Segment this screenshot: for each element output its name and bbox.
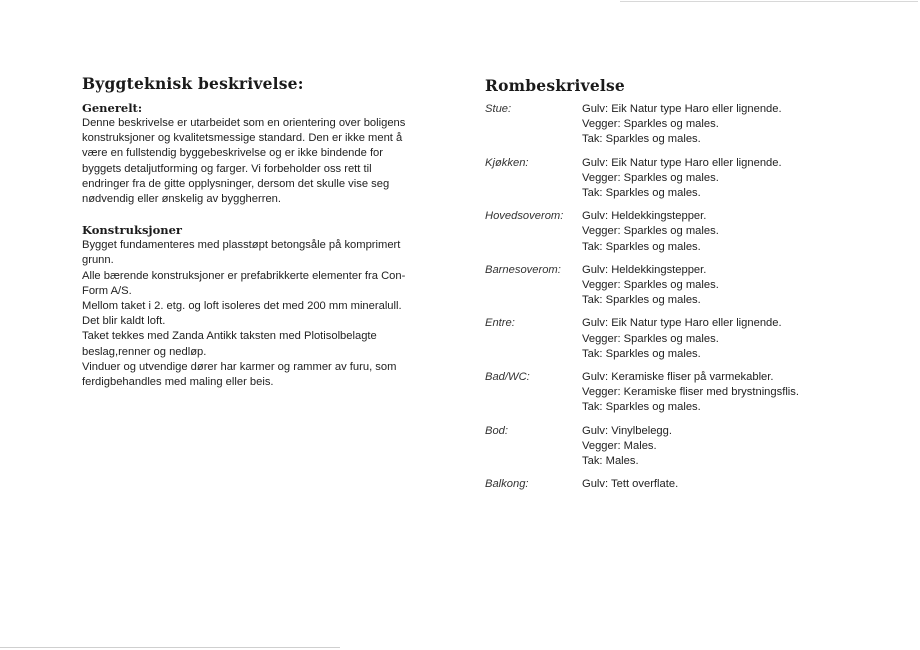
room-entry-bod <box>485 424 825 470</box>
text-line: beslag,renner og nedløp. <box>82 345 207 358</box>
room-spec-line: Tak: Sparkles og males. <box>582 133 701 146</box>
room-entry-kjokken <box>485 156 825 202</box>
room-spec-line: Vegger: Sparkles og males. <box>582 118 719 131</box>
room-entry-balkong <box>485 477 825 492</box>
construction-text <box>82 238 427 390</box>
room-entry-hovedsoverom <box>485 209 825 255</box>
building-description-column <box>82 74 427 390</box>
general-section <box>82 101 427 207</box>
room-spec-line: Tak: Sparkles og males. <box>582 347 701 360</box>
room-spec-line: Gulv: Vinylbelegg. <box>582 424 672 437</box>
room-name: Bad/WC: <box>485 371 530 384</box>
room-name: Balkong: <box>485 478 529 491</box>
room-spec-line: Gulv: Eik Natur type Haro eller lignende. <box>582 156 782 169</box>
text-line: Det blir kaldt loft. <box>82 315 166 328</box>
room-spec-line: Vegger: Keramiske fliser med brystningsflis. <box>582 386 799 399</box>
text-line: Denne beskrivelse er utarbeidet som en orientering over boligens <box>82 117 406 129</box>
room-specs <box>582 156 825 202</box>
text-line: konstruksjoner og kvalitetsmessige standard. Den er ikke ment å <box>82 132 403 145</box>
room-entry-barnesoverom <box>485 263 825 309</box>
room-name: Hovedsoverom: <box>485 210 564 223</box>
general-heading: Generelt: <box>82 101 143 115</box>
room-description-column <box>485 76 825 492</box>
text-line: ferdigbehandles med maling eller beis. <box>82 376 274 389</box>
room-name: Bod: <box>485 424 509 437</box>
room-spec-line: Gulv: Heldekkingstepper. <box>582 210 707 223</box>
text-line: byggets detaljutforming og farger. Vi forbeholder oss rett til <box>82 162 372 175</box>
text-line: Vinduer og utvendige dører har karmer og rammer av furu, som <box>82 360 397 373</box>
room-description-title: Rombeskrivelse <box>485 76 625 95</box>
construction-heading: Konstruksjoner <box>82 223 182 238</box>
text-line: endringer fra de gitte opplysninger, dersom det skulle vise seg <box>82 177 390 190</box>
room-specs <box>582 102 825 148</box>
room-spec-line: Tak: Sparkles og males. <box>582 187 701 200</box>
room-spec-line: Vegger: Males. <box>582 439 657 452</box>
text-line: Bygget fundamenteres med plasstøpt betongsåle på komprimert <box>82 239 401 252</box>
room-spec-line: Vegger: Sparkles og males. <box>582 332 719 345</box>
room-specs <box>582 424 825 470</box>
room-spec-line: Tak: Sparkles og males. <box>582 294 701 307</box>
room-spec-line: Tak: Sparkles og males. <box>582 240 701 253</box>
room-name: Entre: <box>485 317 515 330</box>
room-list <box>485 102 825 492</box>
scan-edge-top <box>620 1 918 2</box>
building-description-title: Byggteknisk beskrivelse: <box>82 74 304 93</box>
room-spec-line: Gulv: Tett overflate. <box>582 478 679 491</box>
room-name: Stue: <box>485 103 512 115</box>
room-specs <box>582 209 825 255</box>
room-spec-line: Gulv: Eik Natur type Haro eller lignende. <box>582 103 782 115</box>
room-spec-line: Gulv: Keramiske fliser på varmekabler. <box>582 371 774 384</box>
room-spec-line: Tak: Males. <box>582 455 639 468</box>
room-entry-bad-wc <box>485 370 825 416</box>
text-line: Taket tekkes med Zanda Antikk taksten med Plotisolbelagte <box>82 330 377 343</box>
construction-section <box>82 223 427 390</box>
room-specs <box>582 370 825 416</box>
text-line: være en fullstendig byggebeskrivelse og er ikke bindende for <box>82 147 383 160</box>
room-entry-stue <box>485 102 825 148</box>
text-line: nødvendig eller ønskelig av byggherren. <box>82 193 281 206</box>
room-specs <box>582 263 825 309</box>
text-line: Mellom taket i 2. etg. og loft isoleres det med 200 mm mineralull. <box>82 300 402 313</box>
room-spec-line: Vegger: Sparkles og males. <box>582 225 719 238</box>
general-text <box>82 116 427 207</box>
room-entry-entre <box>485 316 825 362</box>
text-line: Alle bærende konstruksjoner er prefabrikkerte elementer fra Con- <box>82 269 406 282</box>
scan-edge-bottom <box>0 647 340 648</box>
room-spec-line: Vegger: Sparkles og males. <box>582 279 719 292</box>
text-line: Form A/S. <box>82 284 132 297</box>
room-spec-line: Gulv: Heldekkingstepper. <box>582 263 707 276</box>
room-spec-line: Gulv: Eik Natur type Haro eller lignende. <box>582 317 782 330</box>
room-name: Kjøkken: <box>485 156 529 169</box>
room-spec-line: Vegger: Sparkles og males. <box>582 171 719 184</box>
room-specs <box>582 477 825 492</box>
room-spec-line: Tak: Sparkles og males. <box>582 401 701 414</box>
text-line: grunn. <box>82 254 114 267</box>
room-specs <box>582 316 825 362</box>
room-name: Barnesoverom: <box>485 263 561 276</box>
